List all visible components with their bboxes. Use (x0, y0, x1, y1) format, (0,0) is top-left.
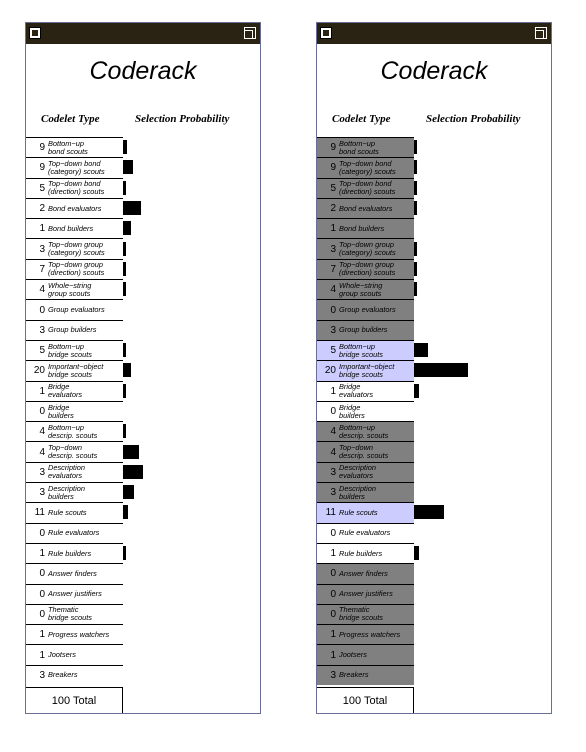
codelet-type-label: Whole−string group scouts (339, 280, 383, 298)
codelet-row (26, 198, 123, 218)
zoom-box-icon[interactable] (244, 27, 256, 39)
codelet-row (26, 299, 123, 319)
codelet-row (26, 360, 123, 380)
codelet-count: 0 (330, 608, 336, 620)
probability-bar (123, 242, 126, 256)
codelet-count: 7 (330, 263, 336, 275)
total-count: 100 Total (26, 687, 123, 713)
codelet-count: 9 (330, 162, 336, 174)
codelet-type-label: Answer justifiers (339, 589, 393, 599)
codelet-row (317, 299, 414, 319)
codelet-count: 5 (330, 182, 336, 194)
codelet-row (26, 604, 123, 624)
codelet-type-label: Progress watchers (339, 629, 401, 639)
codelet-row (26, 584, 123, 604)
codelet-row (26, 340, 123, 360)
probability-bar (123, 505, 128, 519)
codelet-count: 0 (39, 406, 45, 417)
probability-bar (123, 201, 141, 215)
codelet-type-label: Breakers (48, 670, 78, 680)
probability-bar (123, 424, 126, 438)
codelet-type-label: Jootsers (339, 650, 367, 660)
codelet-row (26, 482, 123, 502)
codelet-count: 9 (330, 142, 336, 154)
codelet-type-label: Answer justifiers (48, 589, 102, 599)
codelet-count: 3 (330, 669, 336, 681)
codelet-row (317, 584, 414, 604)
codelet-type-label: Whole−string group scouts (48, 280, 92, 298)
codelet-type-label: Top−down group (direction) scouts (339, 260, 396, 278)
codelet-type-label: Bottom−up bond scouts (48, 138, 88, 156)
codelet-count: 11 (325, 507, 336, 519)
codelet-count: 4 (39, 426, 45, 438)
codelet-row (26, 238, 123, 258)
codelet-row (26, 178, 123, 198)
codelet-type-label: Jootsers (48, 650, 76, 660)
codelet-count: 0 (330, 568, 336, 580)
codelet-row (317, 259, 414, 279)
codelet-count: 1 (330, 223, 336, 235)
codelet-row (26, 441, 123, 461)
codelet-count: 3 (39, 669, 45, 681)
codelet-type-label: Bond evaluators (48, 203, 102, 213)
codelet-type-label: Bond evaluators (339, 203, 393, 213)
codelet-type-label: Bridge evaluators (339, 382, 374, 400)
probability-bar (414, 343, 428, 357)
codelet-row (26, 259, 123, 279)
codelet-type-label: Top−down descrip. scouts (48, 443, 98, 461)
codelet-count: 5 (39, 345, 45, 357)
codelet-row (26, 665, 123, 685)
codelet-count: 3 (330, 487, 336, 499)
codelet-count: 5 (330, 345, 336, 357)
codelet-row (26, 218, 123, 238)
probability-bar (414, 262, 417, 276)
codelet-type-label: Group evaluators (48, 305, 105, 315)
codelet-row (317, 462, 414, 482)
codelet-row (317, 360, 414, 380)
zoom-box-icon[interactable] (535, 27, 547, 39)
codelet-type-label: Description builders (339, 483, 376, 501)
codelet-count: 1 (39, 629, 45, 641)
codelet-count: 1 (330, 629, 336, 641)
codelet-row (317, 320, 414, 340)
probability-bar (123, 445, 139, 459)
codelet-row (26, 381, 123, 401)
codelet-type-label: Rule scouts (48, 507, 87, 517)
codelet-type-label: Bridge evaluators (48, 382, 83, 400)
codelet-count: 3 (39, 466, 45, 478)
codelet-count: 4 (330, 426, 336, 438)
codelet-type-header: Codelet Type (41, 113, 100, 125)
title-bar[interactable] (26, 23, 260, 44)
codelet-type-label: Top−down bond (category) scouts (339, 158, 396, 176)
codelet-row (317, 604, 414, 624)
window-title: Coderack (380, 57, 488, 85)
codelet-row (26, 421, 123, 441)
codelet-row (317, 340, 414, 360)
codelet-count: 0 (330, 588, 336, 600)
codelet-count: 1 (39, 548, 45, 560)
codelet-row (317, 157, 414, 177)
codelet-count: 3 (39, 487, 45, 499)
codelet-type-header: Codelet Type (332, 113, 391, 125)
codelet-count: 3 (330, 466, 336, 478)
codelet-type-label: Rule builders (339, 548, 383, 558)
codelet-row (26, 502, 123, 522)
probability-bar (123, 140, 127, 154)
coderack-window-left (25, 22, 261, 714)
codelet-row (317, 502, 414, 522)
codelet-type-label: Breakers (339, 670, 369, 680)
codelet-type-label: Group evaluators (339, 305, 396, 315)
codelet-row (26, 137, 123, 157)
codelet-count: 1 (330, 649, 336, 661)
codelet-row (26, 320, 123, 340)
codelet-count: 0 (39, 527, 45, 539)
codelet-type-label: Rule scouts (339, 507, 378, 517)
codelet-count: 2 (330, 203, 336, 215)
codelet-type-label: Top−down group (category) scouts (48, 240, 105, 258)
codelet-row (317, 482, 414, 502)
probability-bar (414, 160, 417, 174)
codelet-row (317, 523, 414, 543)
codelet-row (317, 401, 414, 421)
codelet-type-label: Answer finders (339, 568, 388, 578)
codelet-type-label: Bridge builders (339, 402, 365, 420)
codelet-count: 4 (39, 446, 45, 458)
codelet-type-label: Bond builders (339, 223, 385, 233)
codelet-count: 11 (34, 507, 45, 519)
codelet-row (26, 523, 123, 543)
codelet-row (26, 279, 123, 299)
codelet-count: 0 (39, 568, 45, 580)
codelet-type-label: Answer finders (48, 568, 97, 578)
codelet-count: 20 (324, 365, 336, 377)
probability-bar (123, 221, 131, 235)
probability-bar (414, 282, 417, 296)
probability-bar (414, 384, 419, 398)
codelet-count: 0 (39, 588, 45, 600)
probability-bar (414, 242, 417, 256)
codelet-row (26, 624, 123, 644)
codelet-type-label: Bottom−up bond scouts (339, 138, 379, 156)
codelet-count: 4 (39, 284, 45, 296)
codelet-type-label: Progress watchers (48, 629, 110, 639)
codelet-row (26, 401, 123, 421)
coderack-window-right (316, 22, 552, 714)
codelet-row (317, 563, 414, 583)
codelet-type-label: Top−down descrip. scouts (339, 443, 389, 461)
probability-bar (123, 282, 126, 296)
codelet-row (317, 543, 414, 563)
codelet-type-label: Bridge builders (48, 402, 74, 420)
codelet-type-label: Top−down bond (category) scouts (48, 158, 105, 176)
codelet-type-label: Bottom−up bridge scouts (339, 341, 383, 359)
codelet-count: 3 (330, 243, 336, 255)
codelet-count: 5 (39, 182, 45, 194)
codelet-row (26, 644, 123, 664)
codelet-type-label: Description evaluators (339, 463, 376, 481)
codelet-count: 0 (39, 608, 45, 620)
codelet-list (26, 137, 123, 685)
codelet-count: 0 (39, 304, 45, 316)
probability-bar (414, 363, 468, 377)
close-box-icon[interactable] (320, 27, 332, 39)
codelet-row (317, 178, 414, 198)
codelet-count: 1 (39, 385, 45, 397)
close-box-icon[interactable] (29, 27, 41, 39)
codelet-type-label: Bottom−up descrip. scouts (339, 422, 389, 440)
codelet-type-label: Top−down bond (direction) scouts (48, 179, 105, 197)
selection-probability-header: Selection Probability (135, 113, 230, 125)
codelet-count: 7 (39, 263, 45, 275)
probability-bar (414, 181, 417, 195)
codelet-type-label: Important−object bridge scouts (48, 361, 104, 379)
codelet-count: 3 (39, 243, 45, 255)
codelet-type-label: Bond builders (48, 223, 94, 233)
codelet-row (317, 218, 414, 238)
probability-bar (123, 262, 126, 276)
probability-bar (414, 140, 417, 154)
codelet-row (26, 462, 123, 482)
codelet-count: 1 (330, 548, 336, 560)
codelet-count: 3 (39, 324, 45, 336)
codelet-row (26, 543, 123, 563)
codelet-type-label: Group builders (48, 325, 97, 335)
codelet-list (317, 137, 414, 685)
codelet-type-label: Description evaluators (48, 463, 85, 481)
codelet-type-label: Bottom−up descrip. scouts (48, 422, 98, 440)
codelet-count: 1 (39, 649, 45, 661)
probability-bar (123, 485, 134, 499)
codelet-row (317, 279, 414, 299)
codelet-count: 0 (330, 527, 336, 539)
codelet-count: 1 (330, 385, 336, 397)
codelet-row (26, 157, 123, 177)
codelet-count: 4 (330, 446, 336, 458)
codelet-type-label: Group builders (339, 325, 388, 335)
codelet-row (317, 381, 414, 401)
codelet-row (317, 644, 414, 664)
codelet-type-label: Top−down group (direction) scouts (48, 260, 105, 278)
probability-bar (123, 384, 126, 398)
codelet-row (317, 137, 414, 157)
codelet-type-label: Rule evaluators (48, 528, 100, 538)
selection-probability-header: Selection Probability (426, 113, 521, 125)
total-count: 100 Total (317, 687, 414, 713)
probability-bar (123, 181, 126, 195)
codelet-type-label: Thematic bridge scouts (48, 605, 92, 623)
probability-bar (123, 363, 131, 377)
codelet-type-label: Rule evaluators (339, 528, 391, 538)
codelet-type-label: Top−down bond (direction) scouts (339, 179, 396, 197)
codelet-count: 9 (39, 162, 45, 174)
codelet-type-label: Description builders (48, 483, 85, 501)
codelet-count: 20 (33, 365, 45, 377)
probability-bar (414, 546, 419, 560)
probability-bar (123, 343, 126, 357)
codelet-count: 3 (330, 324, 336, 336)
codelet-row (317, 421, 414, 441)
codelet-type-label: Top−down group (category) scouts (339, 240, 396, 258)
codelet-row (317, 238, 414, 258)
codelet-row (26, 563, 123, 583)
codelet-count: 0 (330, 406, 336, 417)
window-title: Coderack (89, 57, 197, 85)
codelet-type-label: Thematic bridge scouts (339, 605, 383, 623)
codelet-count: 9 (39, 142, 45, 154)
codelet-row (317, 624, 414, 644)
codelet-count: 1 (39, 223, 45, 235)
probability-bar (123, 465, 143, 479)
codelet-count: 2 (39, 203, 45, 215)
codelet-type-label: Rule builders (48, 548, 92, 558)
codelet-row (317, 665, 414, 685)
probability-bar (414, 505, 444, 519)
codelet-row (317, 198, 414, 218)
probability-bar (123, 546, 126, 560)
codelet-type-label: Bottom−up bridge scouts (48, 341, 92, 359)
codelet-type-label: Important−object bridge scouts (339, 361, 395, 379)
title-bar[interactable] (317, 23, 551, 44)
codelet-count: 0 (330, 304, 336, 316)
probability-bar (414, 201, 417, 215)
probability-bar (123, 160, 133, 174)
codelet-row (317, 441, 414, 461)
codelet-count: 4 (330, 284, 336, 296)
